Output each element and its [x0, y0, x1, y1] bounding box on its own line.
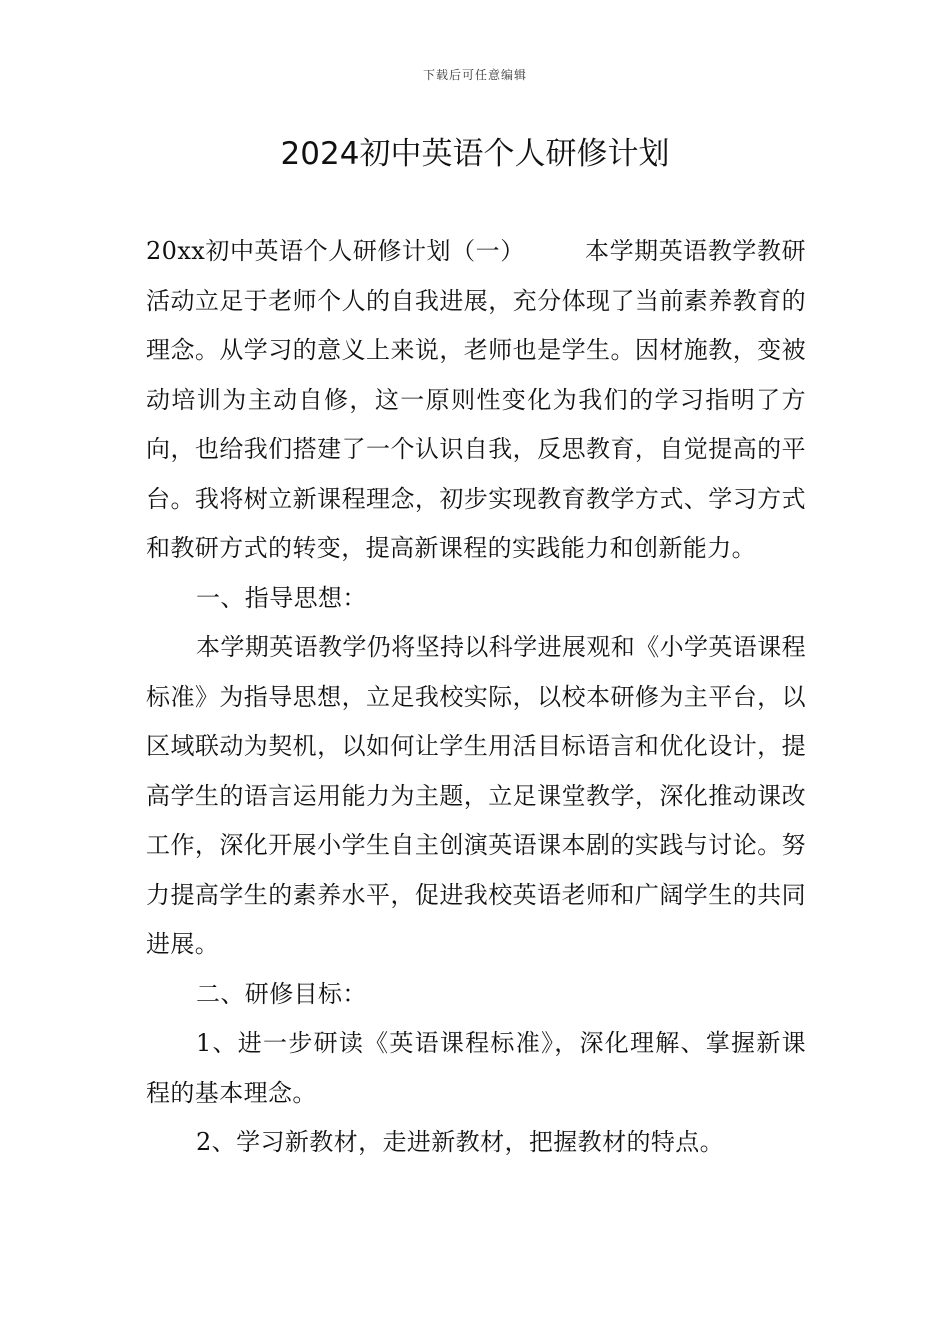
intro-paragraph [146, 227, 806, 574]
section2-heading: 二、研修目标： [196, 979, 367, 1008]
intro-body: 本学期英语教学教研活动立足于老师个人的自我进展，充分体现了当前素养教育的理念。从学习的意义上来说，老师也是学生。因材施教，变被动培训为主动自修，这一原则性变化为我们的学习指明了方向，也给我们搭建了一个认识自我，反思教育，自觉提高的平台。我将树立新课程理念，初步实现教育教学方式、学习方式和教研方式的转变，提高新课程的实践能力和创新能力。 [146, 237, 806, 562]
intro-heading: 20xx初中英语个人研修计划（一） [146, 237, 525, 265]
document-title: 2024初中英语个人研修计划 [280, 136, 670, 172]
header-note: 下载后可任意编辑 [422, 68, 527, 82]
list-item-2: 2、学习新教材，走进新教材，把握教材的特点。 [196, 1128, 725, 1156]
list-item-1: 1、进一步研读《英语课程标准》，深化理解、掌握新课程的基本理念。 [146, 1029, 806, 1107]
document-body [146, 227, 806, 1168]
section1-heading: 一、指导思想： [196, 583, 367, 612]
section1-body: 本学期英语教学仍将坚持以科学进展观和《小学英语课程标准》为指导思想，立足我校实际，以校本研修为主平台，以区域联动为契机，以如何让学生用活目标语言和优化设计，提高学生的语言运用能力为主题，立足课堂教学，深化推动课改工作，深化开展小学生自主创演英语课本剧的实践与讨论。努力提高学生的素养水平，促进我校英语老师和广阔学生的共同进展。 [146, 633, 806, 958]
